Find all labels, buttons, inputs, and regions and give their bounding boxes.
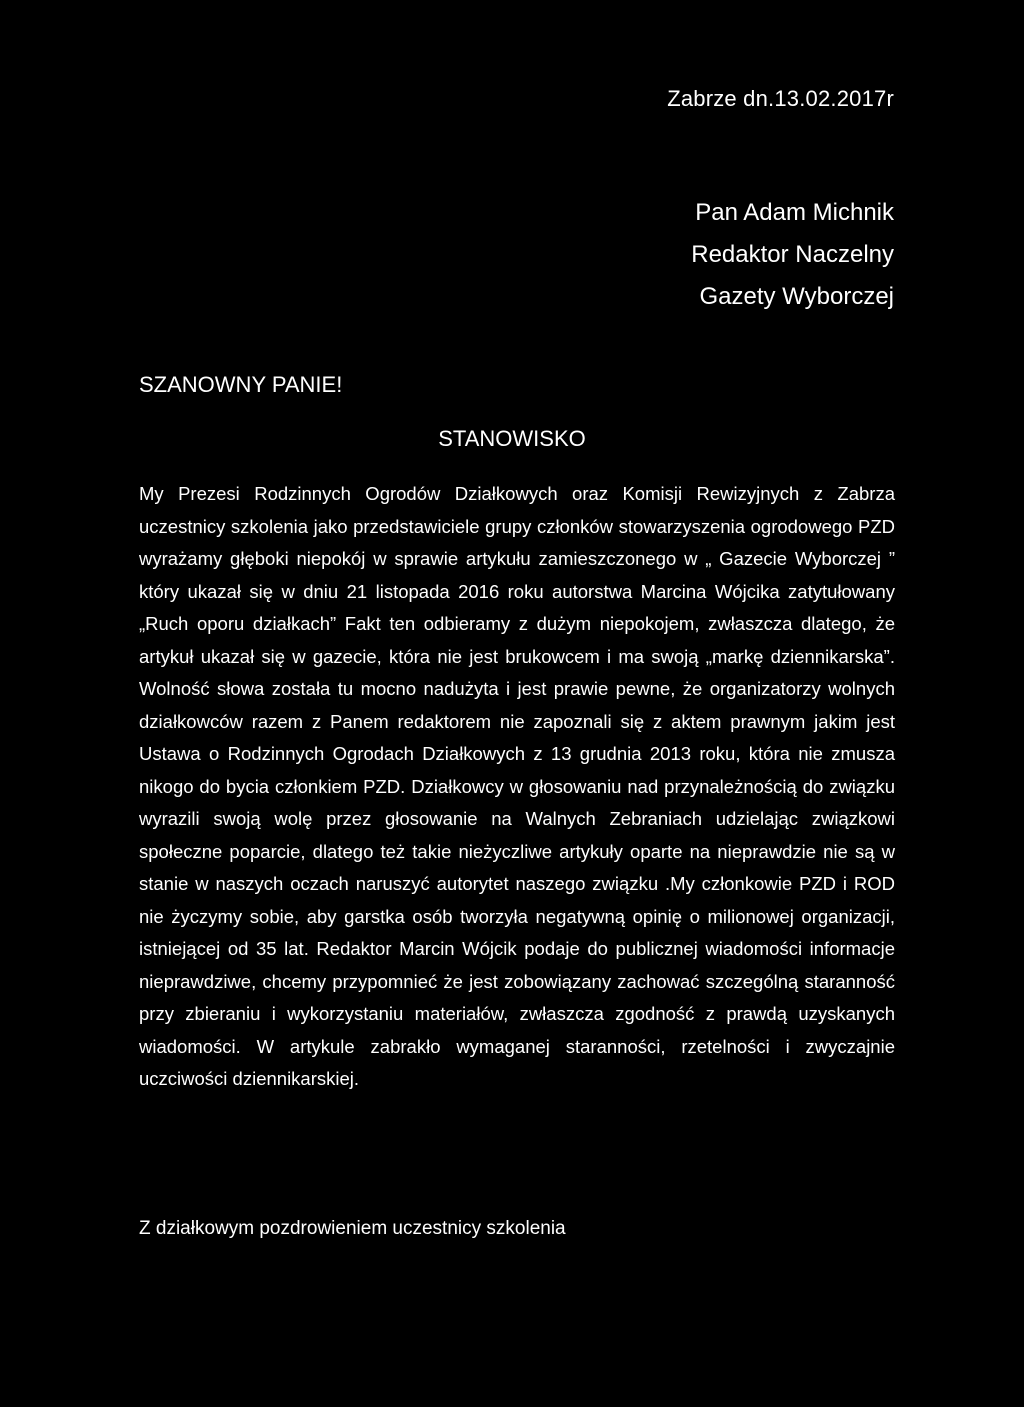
document-heading: STANOWISKO <box>438 426 586 451</box>
letter-body <box>139 478 895 1096</box>
letter-date: Zabrze dn.13.02.2017r <box>667 86 894 111</box>
body-paragraph: My Prezesi Rodzinnych Ogrodów Działkowych oraz Komisji Rewizyjnych z Zabrza uczestnicy szkolenia jako przedstawiciele grupy członków stowarzyszenia ogrodowego PZD wyrażamy głęboki niepokój w sprawie artykułu zamieszczonego w „ Gazecie Wyborczej ” który ukazał się w dniu 21 listopada 2016 roku autorstwa Marcina Wójcika zatytułowany „Ruch oporu działkach” Fakt ten odbieramy z dużym niepokojem, zwłaszcza dlatego, że artykuł ukazał się w gazecie, która nie jest brukowcem i ma swoją „markę dziennikarska”. Wolność słowa została tu mocno nadużyta i jest prawie pewne, że organizatorzy wolnych działkowców razem z Panem redaktorem nie zapoznali się z aktem prawnym jakim jest Ustawa o Rodzinnych Ogrodach Działkowych z 13 grudnia 2013 roku, która nie zmusza nikogo do bycia członkiem PZD. Działkowcy w głosowaniu nad przynależnością do związku wyrazili swoją wolę przez głosowanie na Walnych Zebraniach udzielając związkowi społeczne poparcie, dlatego też takie nieżyczliwe artykuły oparte na nieprawdzie nie są w stanie w naszych oczach naruszyć autorytet naszego związku .My członkowie PZD i ROD nie życzymy sobie, aby garstka osób tworzyła negatywną opinię o milionowej organizacji, istniejącej od 35 lat. Redaktor Marcin Wójcik podaje do publicznej wiadomości informacje nieprawdziwe, chcemy przypomnieć że jest zobowiązany zachować szczególną staranność przy zbieraniu i wykorzystaniu materiałów, zwłaszcza zgodność z prawdą uzyskanych wiadomości. W artykule zabrakło wymaganej staranności, rzetelności i zwyczajnie uczciwości dziennikarskiej. <box>139 483 895 1089</box>
recipient-title: Redaktor Naczelny <box>691 241 894 268</box>
recipient-publication: Gazety Wyborczej <box>699 283 894 310</box>
recipient-name: Pan Adam Michnik <box>695 199 894 226</box>
salutation: SZANOWNY PANIE! <box>139 372 343 397</box>
closing-line: Z działkowym pozdrowieniem uczestnicy szkolenia <box>139 1218 566 1239</box>
recipient-block <box>691 192 894 318</box>
